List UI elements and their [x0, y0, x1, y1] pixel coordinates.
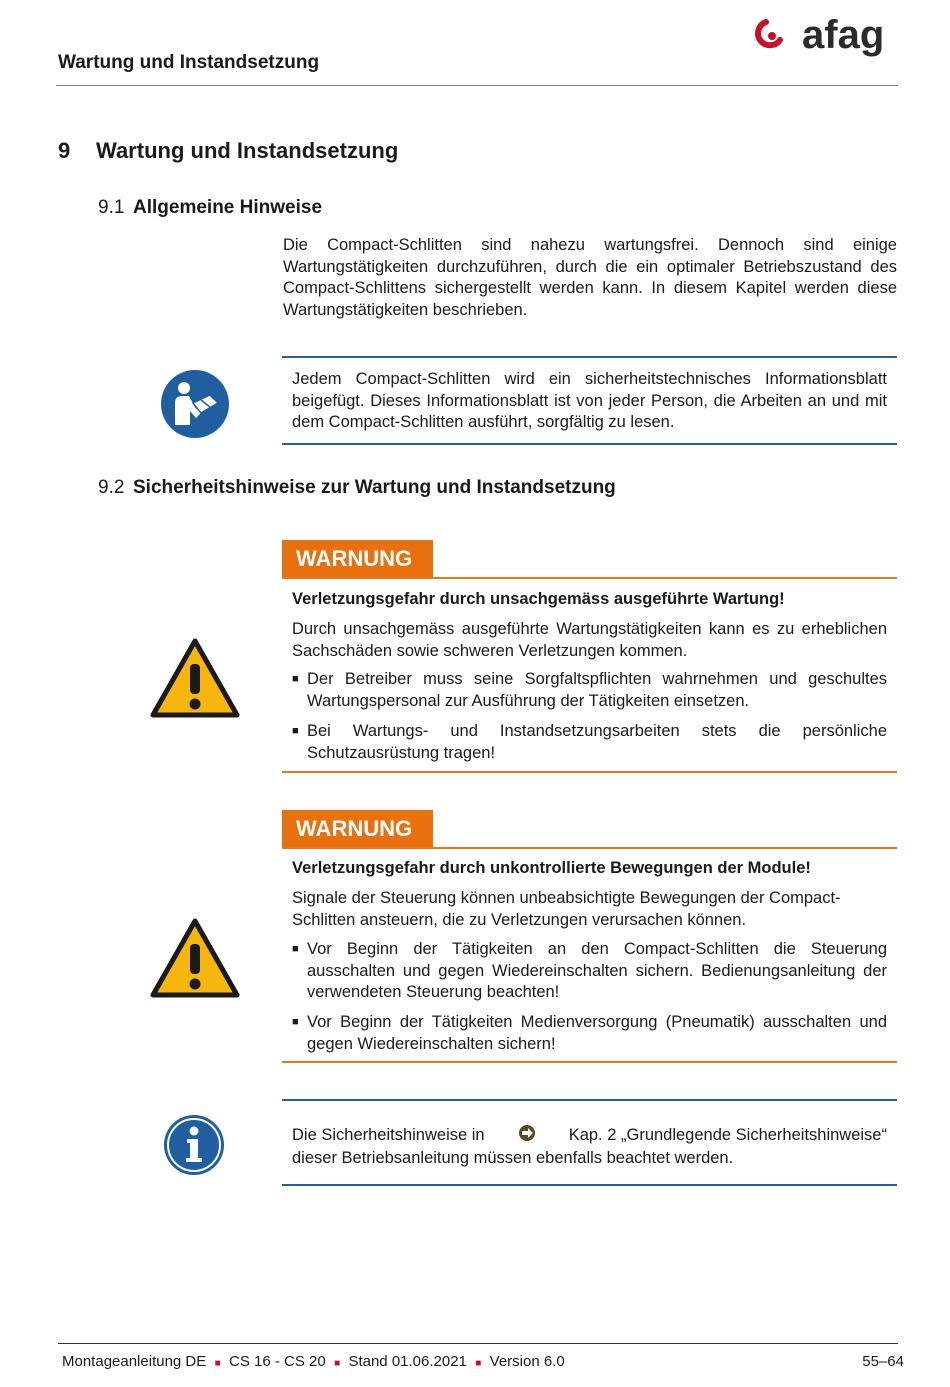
arrow-right-icon	[516, 1124, 538, 1147]
page-number: 55–64	[862, 1353, 904, 1370]
info-bottom-rule	[282, 1184, 897, 1186]
info-text	[292, 1124, 887, 1170]
warning-title: Verletzungsgefahr durch unsachgemäss ausgeführte Wartung!	[292, 590, 785, 608]
footer-version: Version 6.0	[489, 1353, 565, 1370]
bullet-square-icon: ■	[292, 943, 299, 955]
bullet-square-icon: ■	[292, 673, 299, 685]
warning-top-rule	[282, 847, 897, 849]
read-manual-icon	[160, 369, 230, 444]
note-top-rule	[282, 356, 897, 358]
section-title: Sicherheitshinweise zur Wartung und Instandsetzung	[133, 477, 616, 498]
section-title: Allgemeine Hinweise	[133, 197, 323, 218]
note-bottom-rule	[282, 443, 897, 445]
footer-separator: ■	[214, 1358, 221, 1369]
bullet-text: Bei Wartungs- und Instandsetzungsarbeiten stets die persönliche Schutzausrüstung tragen!	[307, 722, 887, 762]
warning-bullet	[292, 721, 887, 764]
warning-bullet	[292, 1012, 887, 1055]
footer-left	[62, 1353, 565, 1370]
info-top-rule	[282, 1099, 897, 1101]
info-prefix: Die Sicherheitshinweise in	[292, 1126, 485, 1144]
warning-triangle-icon	[150, 918, 240, 1003]
footer-date: Stand 01.06.2021	[348, 1353, 467, 1370]
bullet-text: Vor Beginn der Tätigkeiten Medienversorgung (Pneumatik) ausschalten und gegen Wiedereinschalten sichern!	[307, 1013, 887, 1053]
footer-separator: ■	[475, 1358, 482, 1369]
warning-text: Durch unsachgemäss ausgeführte Wartungstätigkeiten kann es zu erheblichen Sachschäden sowie schweren Verletzungen kommen.	[292, 620, 887, 660]
footer-model: CS 16 - CS 20	[229, 1353, 326, 1370]
warning-bullet	[292, 669, 887, 712]
warning-top-rule	[282, 577, 897, 579]
info-suffix: dieser Betriebsanleitung müssen ebenfalls beachtet werden.	[292, 1149, 734, 1167]
bullet-square-icon: ■	[292, 725, 299, 737]
warning-bottom-rule	[282, 1061, 897, 1063]
info-icon	[163, 1114, 225, 1181]
chapter-number: 9	[58, 138, 71, 163]
bullet-text: Vor Beginn der Tätigkeiten an den Compact-Schlitten die Steuerung ausschalten und gegen Wiedereinschalten sichern. Bedienungsanleitung der verwendeten Steuerung beachten!	[307, 940, 887, 1001]
afag-logo	[750, 10, 900, 58]
logo-wordmark: afag	[802, 13, 885, 57]
footer-doc: Montageanleitung DE	[62, 1353, 207, 1370]
bullet-square-icon: ■	[292, 1016, 299, 1028]
warning-text: Signale der Steuerung können unbeabsichtigte Bewegungen der Compact-Schlitten ansteuern, die zu Verletzungen verursachen können.	[292, 889, 841, 929]
running-header: Wartung und Instandsetzung	[58, 52, 320, 73]
warning-badge: WARNUNG	[282, 810, 433, 847]
section-intro: Die Compact-Schlitten sind nahezu wartungsfrei. Dennoch sind einige Wartungstätigkeiten durchzuführen, durch die ein optimaler Betriebszustand des Compact-Schlittens sichergestellt werden kann. In diesem Kapitel werden diese Wartungstätigkeiten beschrieben.	[283, 236, 897, 319]
warning-badge: WARNUNG	[282, 540, 433, 577]
warning-bottom-rule	[282, 771, 897, 773]
chapter-title: Wartung und Instandsetzung	[96, 138, 399, 163]
section-number: 9.2	[98, 477, 125, 498]
warning-bullet	[292, 939, 887, 1004]
section-number: 9.1	[98, 197, 125, 218]
footer-separator: ■	[334, 1358, 341, 1369]
warning-title: Verletzungsgefahr durch unkontrollierte Bewegungen der Module!	[292, 859, 811, 877]
warning-triangle-icon	[150, 638, 240, 723]
header-rule	[56, 85, 898, 86]
chapter-reference-link[interactable]: Kap. 2 „Grundlegende Sicherheitshinweise“	[568, 1126, 887, 1144]
footer-rule	[58, 1343, 898, 1344]
bullet-text: Der Betreiber muss seine Sorgfaltspflichten wahrnehmen und geschultes Wartungspersonal zur Ausführung der Tätigkeiten einsetzen.	[307, 670, 887, 710]
manual-note: Jedem Compact-Schlitten wird ein sicherheitstechnisches Informationsblatt beigefügt. Dieses Informationsblatt ist von jeder Person, die Arbeiten an und mit dem Compact-Schlitten ausführt, sorgfältig zu lesen.	[292, 370, 887, 431]
